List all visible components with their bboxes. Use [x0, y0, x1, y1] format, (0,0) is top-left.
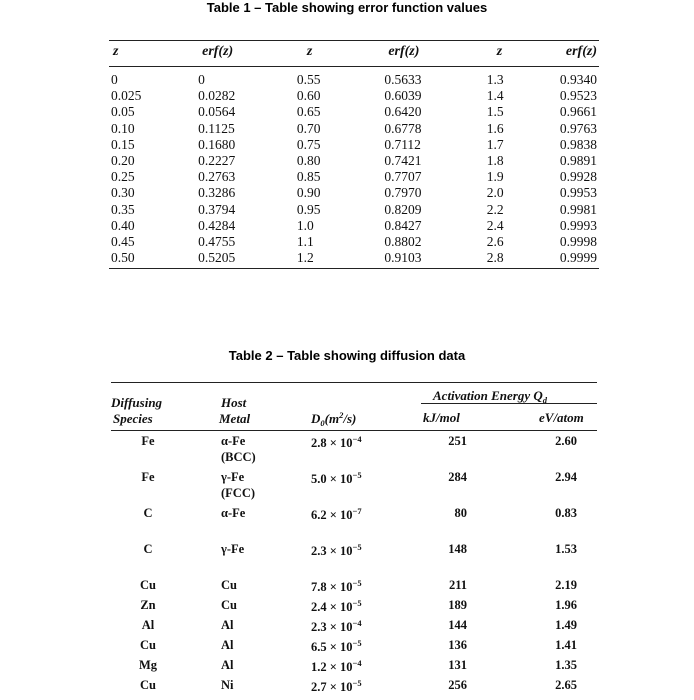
species-cell: Al	[141, 618, 155, 632]
table-cell: 0.2763	[198, 169, 236, 185]
host-structure-cell: (FCC)	[221, 486, 256, 500]
d0-cell	[311, 506, 362, 523]
table-cell: 0.7970	[384, 185, 422, 201]
table-cell: 0.90	[296, 185, 321, 201]
activation-kj-cell: 284	[448, 470, 467, 484]
activation-kj-cell: 144	[448, 618, 467, 632]
table-cell: 1.7	[486, 136, 504, 152]
activation-ev-cell: 0.83	[555, 506, 577, 520]
d0-mantissa: 5.0 × 10	[311, 472, 353, 486]
d0-exponent: −5	[352, 542, 362, 552]
table-cell: 0.9103	[384, 250, 486, 269]
table-row	[109, 250, 599, 269]
species-cell: Cu	[140, 638, 156, 652]
activation-kj-cell: 251	[448, 434, 467, 448]
species-cell: C	[143, 506, 153, 520]
table-cell: 0.30	[111, 185, 135, 201]
table-cell: 0.25	[111, 169, 135, 185]
d0-mantissa: 2.3 × 10	[311, 620, 353, 634]
header-kj-mol: kJ/mol	[423, 410, 460, 425]
table-cell: 1.1	[296, 233, 314, 249]
species-cell: C	[143, 542, 153, 556]
table-cell: 0.9763	[559, 120, 597, 136]
table-cell: 0.9891	[559, 152, 597, 168]
table-cell: 0.9340	[559, 72, 597, 87]
host-cell: Al	[221, 618, 234, 632]
header-metal: Metal	[219, 411, 251, 426]
d0-mantissa: 2.7 × 10	[311, 680, 353, 694]
table-cell: 0.05	[111, 104, 135, 120]
table-cell: 0.3286	[198, 185, 236, 201]
table-cell: 0.60	[296, 88, 321, 104]
table-row	[109, 185, 599, 201]
table-cell: 0.2227	[198, 152, 236, 168]
activation-ev-cell: 1.49	[555, 618, 577, 632]
d0-cell	[311, 618, 362, 635]
table2-caption: Table 2 – Table showing diffusion data	[228, 348, 466, 363]
host-cell: γ-Fe	[221, 542, 245, 556]
activation-ev-cell: 1.96	[555, 598, 577, 612]
table-row	[109, 67, 599, 89]
host-cell: Cu	[221, 598, 237, 612]
species-cell: Fe	[141, 434, 155, 448]
d0-unit-sup: 2	[339, 410, 344, 420]
table-cell: 2.6	[486, 233, 504, 249]
d0-exponent: −4	[352, 658, 362, 668]
d0-mantissa: 7.8 × 10	[311, 580, 353, 594]
d0-cell	[311, 638, 362, 655]
table-cell: 0.20	[111, 152, 135, 168]
table-cell: 0.8802	[384, 233, 422, 249]
table-cell: 0.9928	[559, 169, 597, 185]
header-ev-atom: eV/atom	[539, 410, 584, 425]
host-cell: α-Fe	[221, 434, 246, 448]
table-cell: 0.45	[111, 233, 135, 249]
table-cell: 0.7112	[384, 136, 421, 152]
d0-cell	[311, 658, 362, 675]
table-cell: 1.0	[296, 217, 314, 233]
host-cell: Al	[221, 638, 234, 652]
d0-cell	[311, 542, 362, 559]
d0-mantissa: 2.4 × 10	[311, 600, 353, 614]
table-cell: 0.85	[296, 169, 321, 185]
error-function-table	[109, 40, 599, 269]
activation-label: Activation Energy Q	[433, 388, 543, 403]
table-cell: 0.9999	[560, 250, 599, 269]
table-cell: 0.1125	[198, 120, 235, 136]
header-z-2: z	[297, 41, 385, 67]
host-cell: α-Fe	[221, 506, 246, 520]
table1-body	[109, 67, 599, 269]
header-erf-2: erf(z)	[384, 41, 486, 67]
table-row	[109, 137, 599, 153]
host-cell: γ-Fe	[221, 470, 245, 484]
table-row	[109, 234, 599, 250]
table-row	[109, 153, 599, 169]
table-cell: 0.10	[111, 120, 135, 136]
table-cell: 2.2	[486, 201, 504, 217]
activation-ev-cell: 2.60	[555, 434, 577, 448]
d0-mantissa: 1.2 × 10	[311, 660, 353, 674]
table-cell: 0	[111, 72, 118, 87]
d0-cell	[311, 434, 362, 451]
table1-caption: Table 1 – Table showing error function values	[206, 0, 488, 15]
species-cell: Zn	[140, 598, 156, 612]
table-cell: 0.7707	[384, 169, 422, 185]
table1-header-row	[109, 41, 599, 67]
table-cell: 0.0282	[198, 88, 236, 104]
host-structure-cell: (BCC)	[221, 450, 256, 464]
d0-exponent: −5	[352, 578, 362, 588]
table-cell: 0.15	[111, 136, 135, 152]
d0-exponent: −5	[352, 678, 362, 688]
table-cell: 0.9993	[559, 217, 597, 233]
table-cell: 1.3	[486, 72, 504, 87]
table-cell: 0.6039	[384, 88, 422, 104]
activation-ev-cell: 1.41	[555, 638, 577, 652]
d0-cell	[311, 470, 362, 487]
table-cell: 1.4	[486, 88, 504, 104]
d0-cell	[311, 578, 362, 595]
table-cell: 0.4284	[198, 217, 236, 233]
table-row	[109, 202, 599, 218]
d0-exponent: −4	[352, 434, 362, 444]
activation-kj-cell: 148	[448, 542, 467, 556]
activation-kj-cell: 136	[448, 638, 467, 652]
table-cell: 0.025	[111, 88, 142, 104]
d0-cell	[311, 678, 362, 695]
header-activation-energy	[433, 388, 547, 405]
activation-kj-cell: 189	[448, 598, 467, 612]
table2-header-rule	[111, 430, 597, 431]
species-cell: Cu	[140, 578, 156, 592]
activation-ev-cell: 1.35	[555, 658, 577, 672]
host-cell: Ni	[221, 678, 234, 692]
table-cell: 0.5633	[384, 72, 422, 87]
table2-top-rule	[111, 382, 597, 383]
table-cell: 0.0564	[198, 104, 236, 120]
header-erf-1: erf(z)	[198, 41, 297, 67]
activation-kj-cell: 256	[448, 678, 467, 692]
table-cell: 0.1680	[198, 136, 236, 152]
table-cell: 1.2	[297, 250, 385, 269]
table-row	[109, 104, 599, 120]
table-cell: 2.8	[487, 250, 560, 269]
table-cell: 1.5	[486, 104, 504, 120]
table-cell: 0	[198, 72, 205, 87]
table-cell: 0.7421	[384, 152, 422, 168]
table-cell: 0.35	[111, 201, 135, 217]
host-cell: Al	[221, 658, 234, 672]
d0-mantissa: 2.3 × 10	[311, 544, 353, 558]
d0-cell	[311, 598, 362, 615]
table-cell: 0.9998	[559, 233, 597, 249]
activation-subscript: d	[542, 395, 548, 405]
d0-mantissa: 2.8 × 10	[311, 436, 353, 450]
header-diffusing: Diffusing	[111, 395, 163, 410]
table-row	[109, 88, 599, 104]
table-cell: 1.6	[486, 120, 504, 136]
d0-mantissa: 6.2 × 10	[311, 508, 353, 522]
d0-exponent: −5	[352, 598, 362, 608]
host-cell: Cu	[221, 578, 237, 592]
table-cell: 0.80	[296, 152, 321, 168]
activation-ev-cell: 2.19	[555, 578, 577, 592]
table-cell: 0.6420	[384, 104, 422, 120]
table-cell: 0.8209	[384, 201, 422, 217]
header-host: Host	[221, 395, 247, 410]
table-cell: 2.0	[486, 185, 504, 201]
species-cell: Mg	[138, 658, 158, 672]
table-cell: 0.9523	[559, 88, 597, 104]
d0-exponent: −4	[352, 618, 362, 628]
d0-unit-open: (m	[324, 411, 340, 426]
table-cell: 0.9953	[559, 185, 597, 201]
table-row	[109, 121, 599, 137]
species-cell: Fe	[141, 470, 155, 484]
table-cell: 0.9661	[559, 104, 597, 120]
table-cell: 0.8427	[384, 217, 422, 233]
d0-symbol: D	[311, 411, 321, 426]
d0-subscript: 0	[320, 418, 325, 428]
d0-exponent: −5	[352, 638, 362, 648]
table-cell: 0.4755	[198, 233, 236, 249]
table-row	[109, 169, 599, 185]
header-z-1: z	[109, 41, 198, 67]
table-cell: 0.9838	[559, 136, 597, 152]
table-cell: 2.4	[486, 217, 504, 233]
table-cell: 0.70	[296, 120, 321, 136]
table-row	[109, 218, 599, 234]
table-cell: 1.9	[486, 169, 504, 185]
d0-exponent: −7	[352, 506, 362, 516]
header-species: Species	[113, 411, 153, 426]
activation-kj-cell: 131	[448, 658, 467, 672]
activation-kj-cell: 211	[448, 578, 467, 592]
table-cell: 0.75	[296, 136, 321, 152]
table-cell: 0.9981	[559, 201, 597, 217]
d0-mantissa: 6.5 × 10	[311, 640, 353, 654]
table-cell: 0.6778	[384, 120, 422, 136]
species-cell: Cu	[140, 678, 156, 692]
table-cell: 0.5205	[198, 250, 297, 269]
table-cell: 0.3794	[198, 201, 236, 217]
table-cell: 0.50	[109, 250, 198, 269]
header-erf-3: erf(z)	[560, 41, 599, 67]
activation-ev-cell: 1.53	[555, 542, 577, 556]
table-cell: 0.40	[111, 217, 135, 233]
header-d0	[311, 410, 356, 428]
activation-kj-cell: 80	[454, 506, 467, 520]
activation-ev-cell: 2.94	[555, 470, 577, 484]
d0-exponent: −5	[352, 470, 362, 480]
table-cell: 0.95	[296, 201, 321, 217]
activation-ev-cell: 2.65	[555, 678, 577, 692]
table-cell: 0.65	[296, 104, 321, 120]
table-cell: 1.8	[486, 152, 504, 168]
table-cell: 0.55	[296, 72, 321, 87]
d0-unit-close: /s)	[343, 411, 357, 426]
header-z-3: z	[487, 41, 560, 67]
